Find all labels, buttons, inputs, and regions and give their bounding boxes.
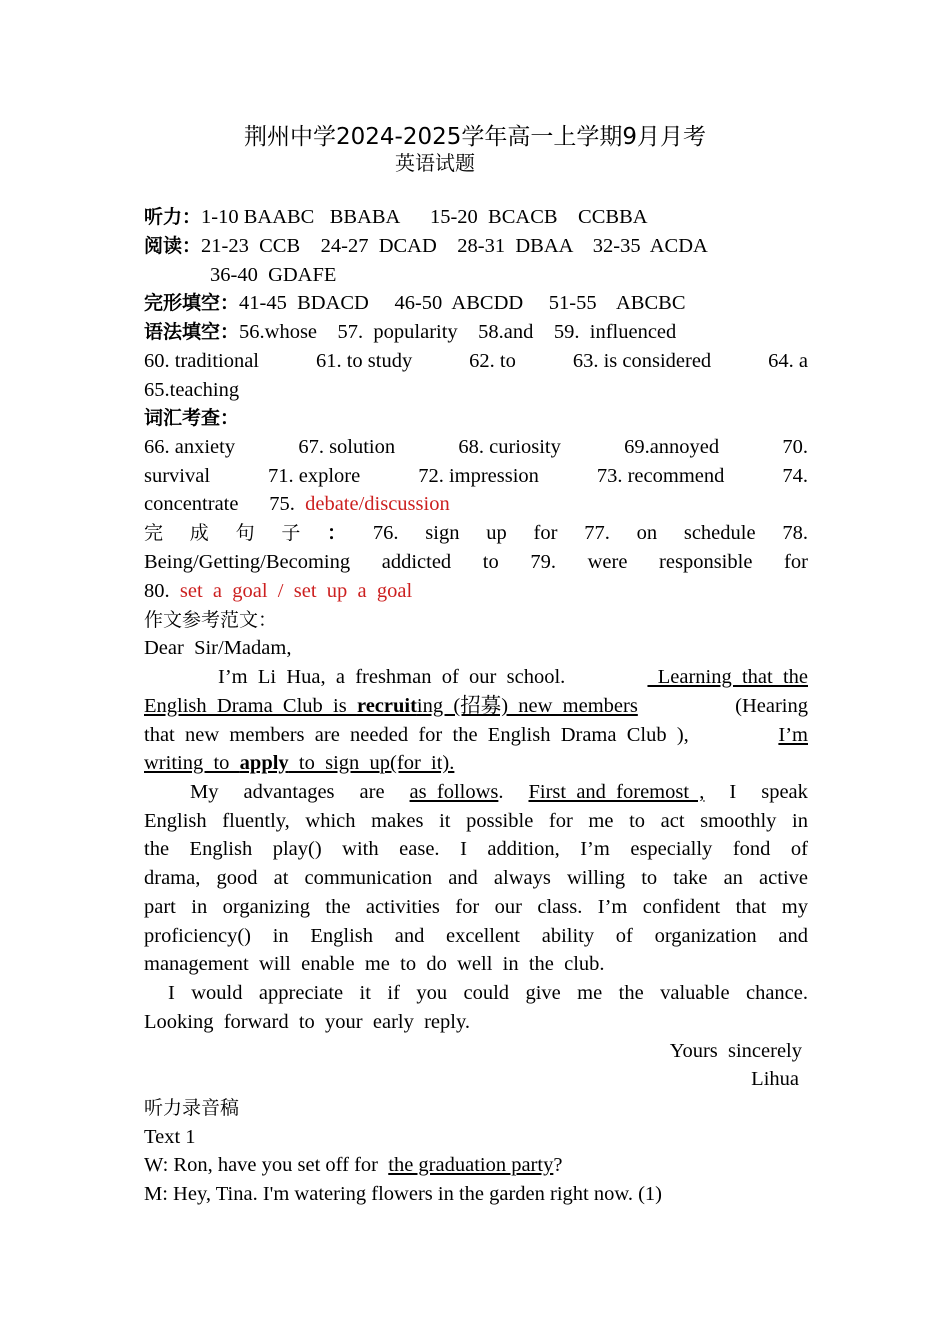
essay-closing: Yours sincerely [669, 1040, 802, 1062]
vocab-answers-1: 66. anxiety 67. solution 68. curiosity 69.annoyed 70. [144, 436, 808, 458]
essay-p1-line4: writing to apply to sign up(for it). [144, 752, 455, 774]
transcript-label: 听力录音稿 [144, 1097, 240, 1119]
reading-answers-2: 36-40 GDAFE [210, 264, 337, 286]
essay-p2-line7: management will enable me to do well in the club. [144, 953, 605, 975]
essay-p3-line1: I would appreciate it if you could give me the valuable chance. [168, 982, 808, 1004]
reading-label: 阅读： [144, 235, 202, 257]
essay-p2-line5: part in organizing the activities for our class. I’m confident that my [144, 896, 808, 918]
page-title: 荆州中学2024-2025学年高一上学期9月月考 [244, 124, 706, 150]
reading-answers: 阅读：21-23 CCB 24-27 DCAD 28-31 DBAA 32-35 ACDA [144, 235, 708, 257]
vocab-answers-2: survival 71. explore 72. impression 73. recommend 74. [144, 465, 808, 487]
transcript-text1: Text 1 [144, 1126, 196, 1148]
essay-p1-line1: I’m Li Hua, a freshman of our school. Learning that the [218, 666, 808, 688]
sentence-answers-3: 80. set a goal / set up a goal [144, 580, 413, 602]
essay-salutation: Dear Sir/Madam, [144, 637, 292, 659]
cloze-label: 完形填空： [144, 292, 240, 314]
essay-signature: Lihua [751, 1068, 799, 1090]
vocab-75-answer: debate/discussion [305, 493, 450, 515]
grammar-answers-3: 65.teaching [144, 379, 240, 401]
transcript-w1: W: Ron, have you set off for the graduation party? [144, 1154, 563, 1176]
sentence-answers-1: 完 成 句 子 ： 76. sign up for 77. on schedule 78. [144, 522, 808, 544]
cloze-answers: 完形填空：41-45 BDACD 46-50 ABCDD 51-55 ABCBC [144, 292, 686, 314]
page-subtitle: 英语试题 [395, 151, 475, 175]
sentence-answers-2: Being/Getting/Becoming addicted to 79. were responsible for [144, 551, 808, 573]
essay-label: 作文参考范文： [144, 609, 278, 631]
essay-p2-line4: drama, good at communication and always willing to take an active [144, 867, 808, 889]
vocab-answers-3: concentrate 75. debate/discussion [144, 493, 450, 515]
essay-p3-line2: Looking forward to your early reply. [144, 1011, 471, 1033]
sentence-80-answer: set a goal / set up a goal [179, 580, 413, 602]
listening-label: 听力： [144, 206, 202, 228]
grammar-answers: 语法填空：56.whose 57. popularity 58.and 59. influenced [144, 321, 677, 343]
transcript-m1: M: Hey, Tina. I'm watering flowers in the garden right now. (1) [144, 1183, 662, 1205]
essay-p2-line1: My advantages are as follows. First and foremost , I speak [190, 781, 808, 803]
grammar-label: 语法填空： [144, 321, 240, 343]
listening-answers: 听力：1-10 BAABC BBABA 15-20 BCACB CCBBA [144, 206, 648, 228]
vocab-label: 词汇考查： [144, 407, 240, 429]
essay-p2-line6: proficiency() in English and excellent ability of organization and [144, 925, 808, 947]
essay-p1-line2: English Drama Club is recruiting (招募) new members (Hearing [144, 695, 808, 717]
essay-p1-line3: that new members are needed for the English Drama Club ), I’m [144, 724, 808, 746]
essay-p2-line3: the English play() with ease. I addition, I’m especially fond of [144, 838, 808, 860]
grammar-answers-2: 60. traditional 61. to study 62. to 63. is considered 64. a [144, 350, 808, 372]
essay-p2-line2: English fluently, which makes it possible for me to act smoothly in [144, 810, 808, 832]
